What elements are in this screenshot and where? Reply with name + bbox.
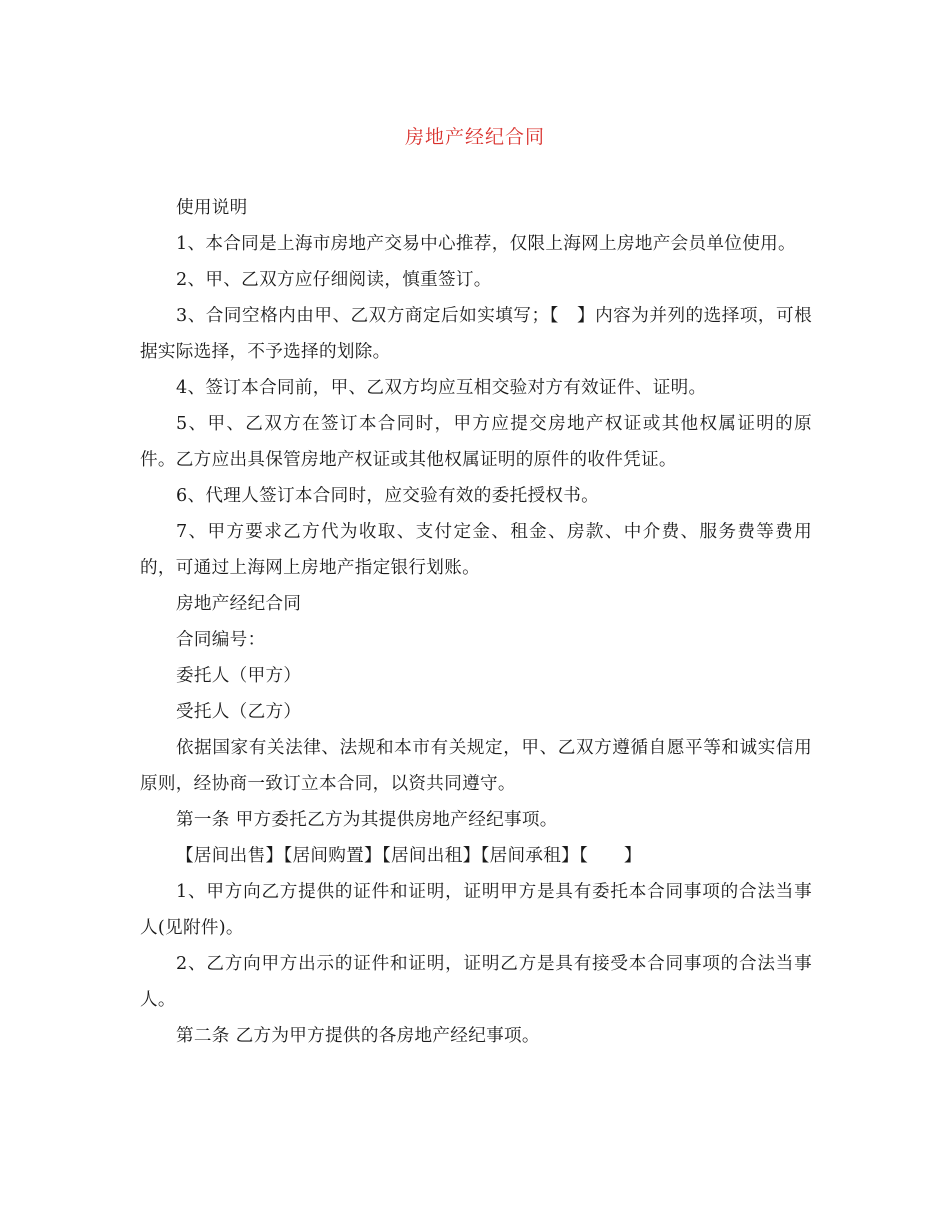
- document-title: 房地产经纪合同: [404, 126, 545, 148]
- paragraph: 依据国家有关法律、法规和本市有关规定，甲、乙双方遵循自愿平等和诚实信用原则，经协商一致订立本合同，以资共同遵守。: [140, 738, 812, 794]
- paragraph: 【居间出售】【居间购置】【居间出租】【居间承租】【 】: [176, 846, 642, 866]
- paragraph: 第一条 甲方委托乙方为其提供房地产经纪事项。: [176, 810, 558, 830]
- paragraph: 1、甲方向乙方提供的证件和证明，证明甲方是具有委托本合同事项的合法当事人(见附件)。: [140, 882, 812, 938]
- paragraph: 2、甲、乙双方应仔细阅读，慎重签订。: [176, 270, 492, 290]
- document-body: [140, 190, 812, 1054]
- paragraph: 1、本合同是上海市房地产交易中心推荐，仅限上海网上房地产会员单位使用。: [176, 234, 796, 254]
- paragraph: 3、合同空格内由甲、乙双方商定后如实填写；【 】内容为并列的选择项，可根据实际选择，不予选择的划除。: [140, 306, 812, 362]
- paragraph: 6、代理人签订本合同时，应交验有效的委托授权书。: [176, 486, 600, 506]
- paragraph: 委托人（甲方）: [176, 666, 302, 686]
- paragraph: 7、甲方要求乙方代为收取、支付定金、租金、房款、中介费、服务费等费用的，可通过上海网上房地产指定银行划账。: [140, 522, 812, 578]
- paragraph: 2、乙方向甲方出示的证件和证明，证明乙方是具有接受本合同事项的合法当事人。: [140, 954, 812, 1010]
- paragraph: 5、甲、乙双方在签订本合同时，甲方应提交房地产权证或其他权属证明的原件。乙方应出具保管房地产权证或其他权属证明的原件的收件凭证。: [140, 414, 812, 470]
- paragraph: 第二条 乙方为甲方提供的各房地产经纪事项。: [176, 1026, 540, 1046]
- paragraph: 合同编号：: [176, 630, 266, 650]
- paragraph: 4、签订本合同前，甲、乙双方均应互相交验对方有效证件、证明。: [176, 378, 707, 398]
- paragraph: 受托人（乙方）: [176, 702, 302, 722]
- paragraph: 使用说明: [176, 198, 248, 218]
- paragraph: 房地产经纪合同: [176, 594, 302, 614]
